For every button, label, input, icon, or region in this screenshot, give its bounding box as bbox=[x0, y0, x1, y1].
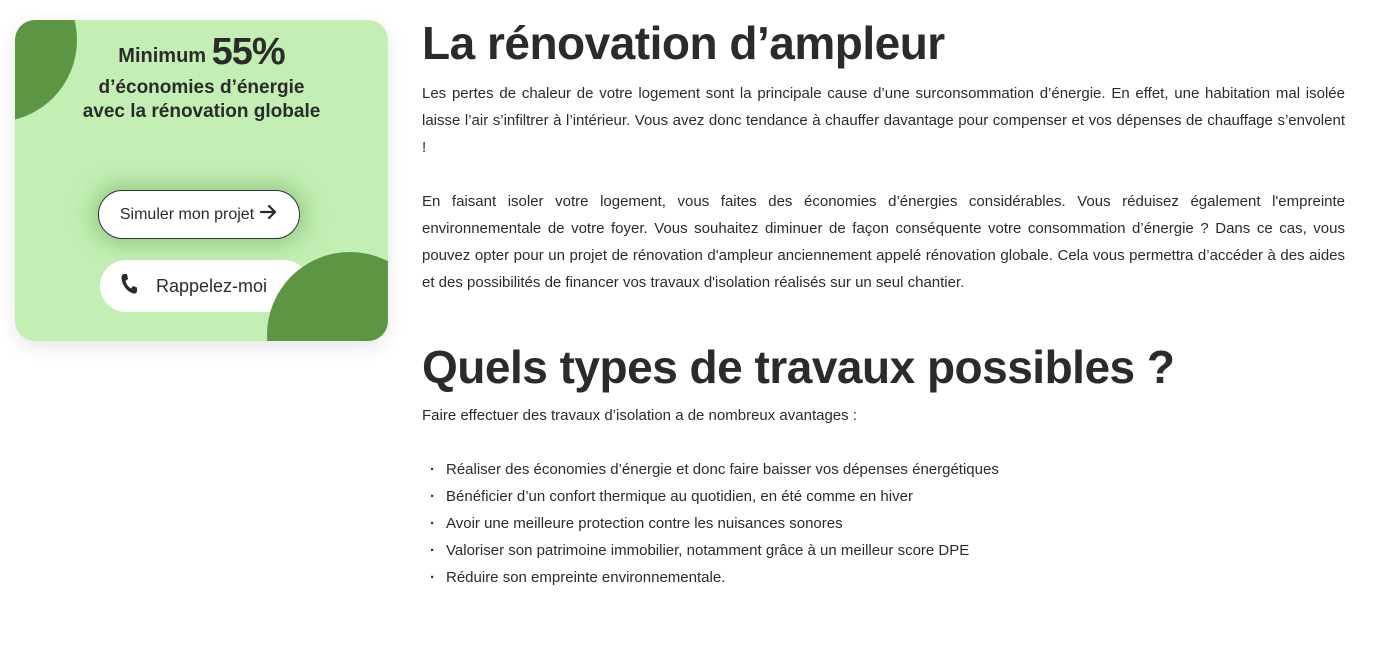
promo-card bbox=[15, 20, 388, 341]
list-item: · Valoriser son patrimoine immobilier, notamment grâce à un meilleur score DPE bbox=[422, 537, 1345, 564]
simulate-project-label: Simuler mon projet bbox=[119, 205, 255, 223]
promo-line2: d’économies d’énergie bbox=[98, 77, 305, 98]
benefits-list bbox=[422, 456, 1345, 591]
list-item: · Avoir une meilleure protection contre les nuisances sonores bbox=[422, 510, 1345, 537]
benefits-intro: Faire effectuer des travaux d’isolation a de nombreux avantages : bbox=[422, 407, 857, 424]
section-title-works: Quels types de travaux possibles ? bbox=[422, 341, 1175, 393]
paragraph-insulation: En faisant isoler votre logement, vous faites des économies d’énergies considérables. Vous réduisez également l'empreinte environnementale de votre foyer. Vous souhaitez diminuer de façon conséquente votre consommation d’énergie ? Dans ce cas, vous pouvez opter pour un projet de rénovation d'ampleur anciennement appelé rénovation globale. Cela vous permettra d’accéder à des aides et des possibilités de financer vos travaux d'isolation réalisés sur un seul chantier. bbox=[422, 193, 1345, 291]
list-item: · Bénéficier d’un confort thermique au quotidien, en été comme en hiver bbox=[422, 483, 1345, 510]
promo-percentage: 55% bbox=[211, 31, 285, 73]
callback-label: Rappelez-moi bbox=[156, 275, 268, 296]
arrow-right-icon bbox=[260, 204, 278, 225]
section-title-renovation: La rénovation d’ampleur bbox=[422, 17, 945, 69]
promo-line3: avec la rénovation globale bbox=[82, 101, 321, 122]
simulate-project-button[interactable] bbox=[98, 190, 300, 239]
list-item: · Réduire son empreinte environnementale. bbox=[422, 564, 1345, 591]
phone-icon bbox=[120, 273, 138, 300]
paragraph-heat-loss: Les pertes de chaleur de votre logement sont la principale cause d’une surconsommation d’énergie. En effet, une habitation mal isolée laisse l’air s’infiltrer à l’intérieur. Vous avez donc tendance à chauffer davantage pour compenser et vos dépenses de chauffage s’envolent ! bbox=[422, 85, 1345, 156]
promo-prefix: Minimum bbox=[118, 45, 207, 67]
promo-headline bbox=[15, 32, 388, 124]
list-item: · Réaliser des économies d’énergie et donc faire baisser vos dépenses énergétiques bbox=[422, 456, 1345, 483]
main-content bbox=[422, 16, 1345, 591]
